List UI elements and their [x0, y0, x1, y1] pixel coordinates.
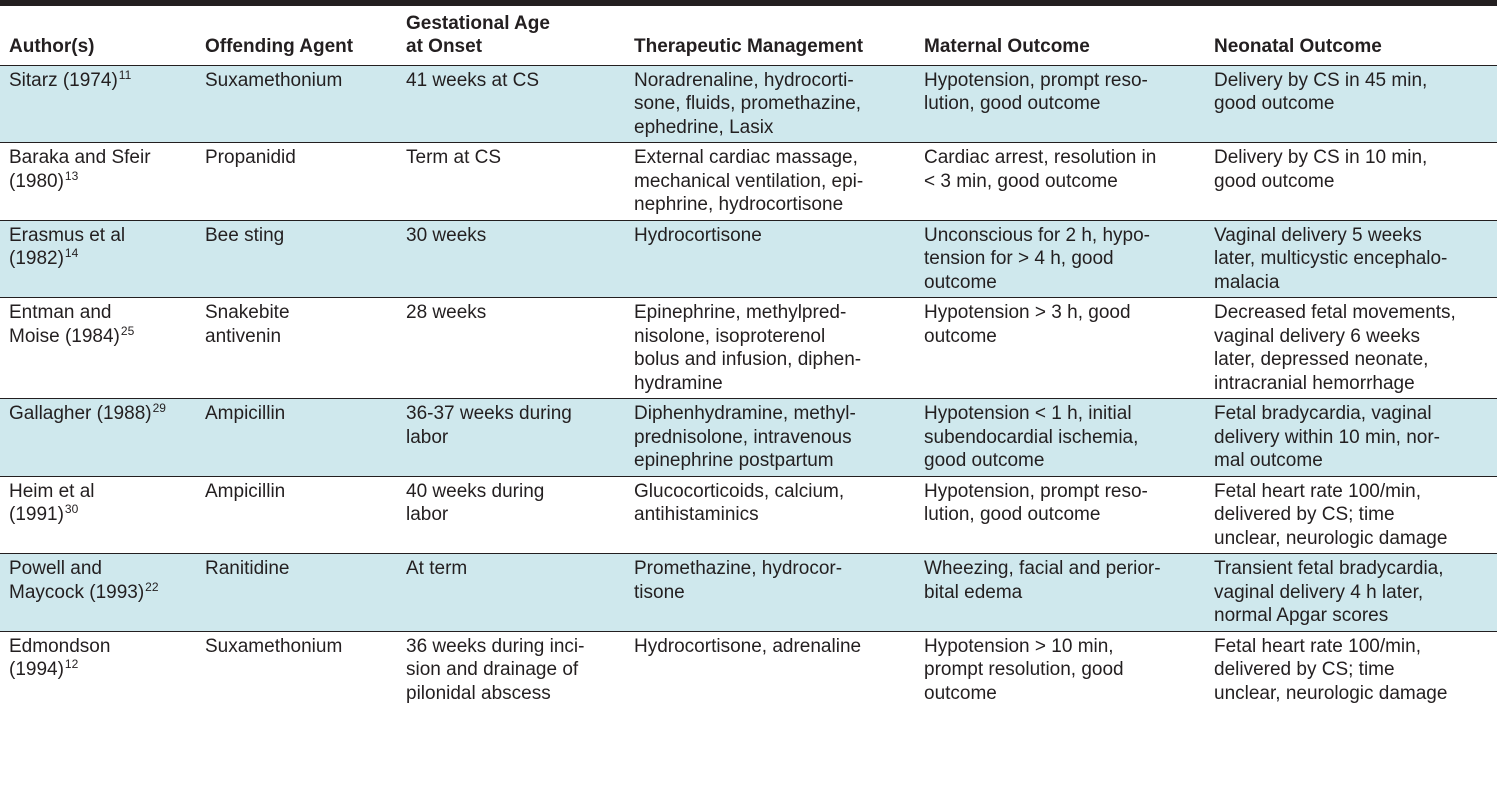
- cell-text: prompt resolution, good: [924, 659, 1124, 680]
- table-body: [0, 65, 1497, 708]
- cell-text: outcome: [924, 271, 997, 293]
- neonatal-outcome-cell: [1205, 143, 1497, 221]
- cell-text: Erasmus et al: [9, 224, 126, 246]
- cell-text: Diphenhydramine, methyl-: [634, 403, 856, 424]
- maternal-outcome-cell: [915, 399, 1205, 477]
- cell-text: epinephrine postpartum: [634, 450, 834, 471]
- cell-text: (1994): [9, 659, 64, 680]
- cell-text: hydramine: [634, 372, 723, 394]
- header-line: Neonatal Outcome: [1214, 35, 1382, 57]
- therapeutic-management-cell: [625, 476, 915, 554]
- cell-text: Ranitidine: [205, 558, 290, 579]
- gestational-age-cell: [397, 143, 625, 221]
- cell-text: tension for > 4 h, good: [924, 248, 1114, 269]
- cell-text: Vaginal delivery 5 weeks: [1214, 224, 1422, 246]
- cell-text: outcome: [924, 682, 997, 704]
- cell-text: later, depressed neonate,: [1214, 349, 1429, 370]
- cell-text: Hypotension, prompt reso-: [924, 69, 1148, 91]
- case-reports-table: [0, 6, 1497, 708]
- gestational-age-cell: [397, 220, 625, 298]
- cell-text: Entman and: [9, 302, 112, 323]
- neonatal-outcome-cell: [1205, 298, 1497, 399]
- gestational-age-cell: [397, 65, 625, 143]
- reference-superscript: 11: [118, 67, 132, 82]
- cell-text: delivered by CS; time: [1214, 504, 1395, 525]
- cell-text: Transient fetal bradycardia,: [1214, 558, 1444, 579]
- cell-text: outcome: [924, 325, 997, 347]
- cell-text: Edmondson: [9, 635, 111, 657]
- cell-text: Term at CS: [406, 147, 502, 168]
- gestational-age-cell: [397, 631, 625, 708]
- cell-text: good outcome: [1214, 93, 1335, 114]
- cell-text: delivered by CS; time: [1214, 659, 1395, 680]
- reference-superscript: 22: [145, 579, 159, 594]
- therapeutic-management-cell: [625, 220, 915, 298]
- neonatal-outcome-cell: [1205, 399, 1497, 477]
- cell-text: Noradrenaline, hydrocorti-: [634, 69, 854, 91]
- cell-text: 30 weeks: [406, 224, 487, 246]
- offending-agent-cell: [196, 631, 397, 708]
- cell-text: Moise (1984): [9, 325, 120, 347]
- cell-text: intracranial hemorrhage: [1214, 372, 1415, 394]
- gestational-age-cell: [397, 399, 625, 477]
- cell-text: prednisolone, intravenous: [634, 426, 852, 448]
- cell-text: good outcome: [924, 450, 1045, 471]
- offending-agent-cell: [196, 143, 397, 221]
- author-cell: [0, 220, 196, 298]
- maternal-outcome-cell: [915, 65, 1205, 143]
- maternal-outcome-cell: [915, 554, 1205, 632]
- cell-text: Epinephrine, methylpred-: [634, 302, 847, 323]
- offending-agent-header: [196, 6, 397, 65]
- cell-text: mechanical ventilation, epi-: [634, 170, 864, 192]
- cell-text: Powell and: [9, 558, 102, 579]
- cell-text: Suxamethonium: [205, 635, 343, 657]
- header-line: Maternal Outcome: [924, 35, 1090, 57]
- neonatal-outcome-header: [1205, 6, 1497, 65]
- cell-text: Glucocorticoids, calcium,: [634, 480, 845, 502]
- neonatal-outcome-cell: [1205, 631, 1497, 708]
- cell-text: Maycock (1993): [9, 581, 145, 603]
- header-line: Offending Agent: [205, 35, 354, 57]
- maternal-outcome-cell: [915, 298, 1205, 399]
- cell-text: Delivery by CS in 45 min,: [1214, 69, 1428, 91]
- table-row: [0, 399, 1497, 477]
- cell-text: nisolone, isoproterenol: [634, 325, 826, 347]
- therapeutic-management-header: [625, 6, 915, 65]
- cell-text: Bee sting: [205, 224, 285, 246]
- cell-text: Promethazine, hydrocor-: [634, 558, 843, 579]
- cell-text: unclear, neurologic damage: [1214, 527, 1448, 549]
- cell-text: Unconscious for 2 h, hypo-: [924, 224, 1151, 246]
- neonatal-outcome-cell: [1205, 554, 1497, 632]
- gestational-age-cell: [397, 476, 625, 554]
- cell-text: bolus and infusion, diphen-: [634, 349, 862, 370]
- reference-superscript: 25: [120, 323, 135, 338]
- cell-text: malacia: [1214, 271, 1280, 293]
- reference-superscript: 14: [64, 246, 79, 260]
- author-cell: [0, 298, 196, 399]
- header-row: [0, 6, 1497, 65]
- header-line: at Onset: [406, 35, 483, 57]
- cell-text: Hypotension > 3 h, good: [924, 302, 1131, 323]
- offending-agent-cell: [196, 220, 397, 298]
- header-line: Author(s): [9, 35, 95, 57]
- author-header: [0, 6, 196, 65]
- maternal-outcome-cell: [915, 220, 1205, 298]
- cell-text: (1982): [9, 248, 64, 269]
- gestational-age-cell: [397, 298, 625, 399]
- maternal-outcome-cell: [915, 476, 1205, 554]
- table-row: [0, 143, 1497, 221]
- cell-text: good outcome: [1214, 170, 1335, 192]
- cell-text: 40 weeks during: [406, 480, 545, 502]
- maternal-outcome-header: [915, 6, 1205, 65]
- cell-text: sion and drainage of: [406, 659, 579, 680]
- cell-text: 41 weeks at CS: [406, 69, 540, 91]
- cell-text: sone, fluids, promethazine,: [634, 93, 862, 114]
- cell-text: antihistaminics: [634, 504, 759, 525]
- cell-text: Fetal bradycardia, vaginal: [1214, 403, 1432, 424]
- cell-text: Baraka and Sfeir: [9, 147, 151, 168]
- cell-text: Hypotension, prompt reso-: [924, 480, 1148, 502]
- cell-text: Heim et al: [9, 480, 95, 502]
- cell-text: nephrine, hydrocortisone: [634, 194, 844, 215]
- cell-text: tisone: [634, 581, 685, 603]
- cell-text: labor: [406, 426, 449, 448]
- cell-text: Decreased fetal movements,: [1214, 302, 1456, 323]
- cell-text: Fetal heart rate 100/min,: [1214, 480, 1421, 502]
- author-cell: [0, 65, 196, 143]
- therapeutic-management-cell: [625, 554, 915, 632]
- neonatal-outcome-cell: [1205, 65, 1497, 143]
- cell-text: < 3 min, good outcome: [924, 170, 1118, 192]
- gestational-age-header: [397, 6, 625, 65]
- offending-agent-cell: [196, 399, 397, 477]
- cell-text: Ampicillin: [205, 403, 286, 424]
- therapeutic-management-cell: [625, 298, 915, 399]
- table-row: [0, 65, 1497, 143]
- reference-superscript: 12: [64, 657, 79, 671]
- offending-agent-cell: [196, 298, 397, 399]
- cell-text: Suxamethonium: [205, 69, 343, 91]
- author-cell: [0, 143, 196, 221]
- cell-text: unclear, neurologic damage: [1214, 682, 1448, 704]
- header-line: Gestational Age: [406, 12, 550, 34]
- cell-text: Gallagher (1988): [9, 403, 152, 424]
- neonatal-outcome-cell: [1205, 476, 1497, 554]
- table-row: [0, 554, 1497, 632]
- cell-text: delivery within 10 min, nor-: [1214, 426, 1440, 448]
- cell-text: 28 weeks: [406, 302, 487, 323]
- cell-text: normal Apgar scores: [1214, 605, 1389, 626]
- cell-text: Cardiac arrest, resolution in: [924, 147, 1157, 168]
- cell-text: bital edema: [924, 581, 1023, 603]
- cell-text: lution, good outcome: [924, 504, 1101, 525]
- neonatal-outcome-cell: [1205, 220, 1497, 298]
- author-cell: [0, 476, 196, 554]
- author-cell: [0, 554, 196, 632]
- cell-text: Hypotension > 10 min,: [924, 635, 1114, 657]
- cell-text: later, multicystic encephalo-: [1214, 248, 1448, 269]
- cell-text: pilonidal abscess: [406, 682, 551, 704]
- cell-text: (1991): [9, 504, 64, 525]
- therapeutic-management-cell: [625, 399, 915, 477]
- therapeutic-management-cell: [625, 631, 915, 708]
- table-row: [0, 298, 1497, 399]
- cell-text: Hypotension < 1 h, initial: [924, 403, 1132, 424]
- cell-text: Fetal heart rate 100/min,: [1214, 635, 1421, 657]
- author-cell: [0, 631, 196, 708]
- therapeutic-management-cell: [625, 143, 915, 221]
- cell-text: mal outcome: [1214, 450, 1323, 471]
- reference-superscript: 13: [64, 168, 79, 183]
- cell-text: Wheezing, facial and perior-: [924, 558, 1161, 579]
- cell-text: Sitarz (1974): [9, 69, 118, 91]
- cell-text: (1980): [9, 170, 64, 192]
- gestational-age-cell: [397, 554, 625, 632]
- header-line: Therapeutic Management: [634, 35, 864, 57]
- cell-text: Delivery by CS in 10 min,: [1214, 147, 1428, 168]
- cell-text: ephedrine, Lasix: [634, 116, 774, 138]
- cell-text: At term: [406, 558, 468, 579]
- cell-text: External cardiac massage,: [634, 147, 858, 168]
- therapeutic-management-cell: [625, 65, 915, 143]
- offending-agent-cell: [196, 65, 397, 143]
- author-cell: [0, 399, 196, 477]
- table-row: [0, 476, 1497, 554]
- cell-text: 36-37 weeks during: [406, 403, 572, 424]
- cell-text: lution, good outcome: [924, 93, 1101, 114]
- table-row: [0, 220, 1497, 298]
- cell-text: Hydrocortisone: [634, 224, 762, 246]
- cell-text: Snakebite: [205, 302, 290, 323]
- cell-text: Hydrocortisone, adrenaline: [634, 635, 862, 657]
- cell-text: labor: [406, 504, 449, 525]
- cell-text: Propanidid: [205, 147, 296, 168]
- cell-text: 36 weeks during inci-: [406, 635, 585, 657]
- reference-superscript: 30: [64, 502, 79, 516]
- offending-agent-cell: [196, 476, 397, 554]
- cell-text: Ampicillin: [205, 480, 286, 502]
- maternal-outcome-cell: [915, 143, 1205, 221]
- reference-superscript: 29: [152, 401, 166, 415]
- cell-text: subendocardial ischemia,: [924, 426, 1139, 448]
- cell-text: vaginal delivery 4 h later,: [1214, 581, 1424, 603]
- offending-agent-cell: [196, 554, 397, 632]
- cell-text: vaginal delivery 6 weeks: [1214, 325, 1420, 347]
- table-row: [0, 631, 1497, 708]
- maternal-outcome-cell: [915, 631, 1205, 708]
- cell-text: antivenin: [205, 325, 282, 347]
